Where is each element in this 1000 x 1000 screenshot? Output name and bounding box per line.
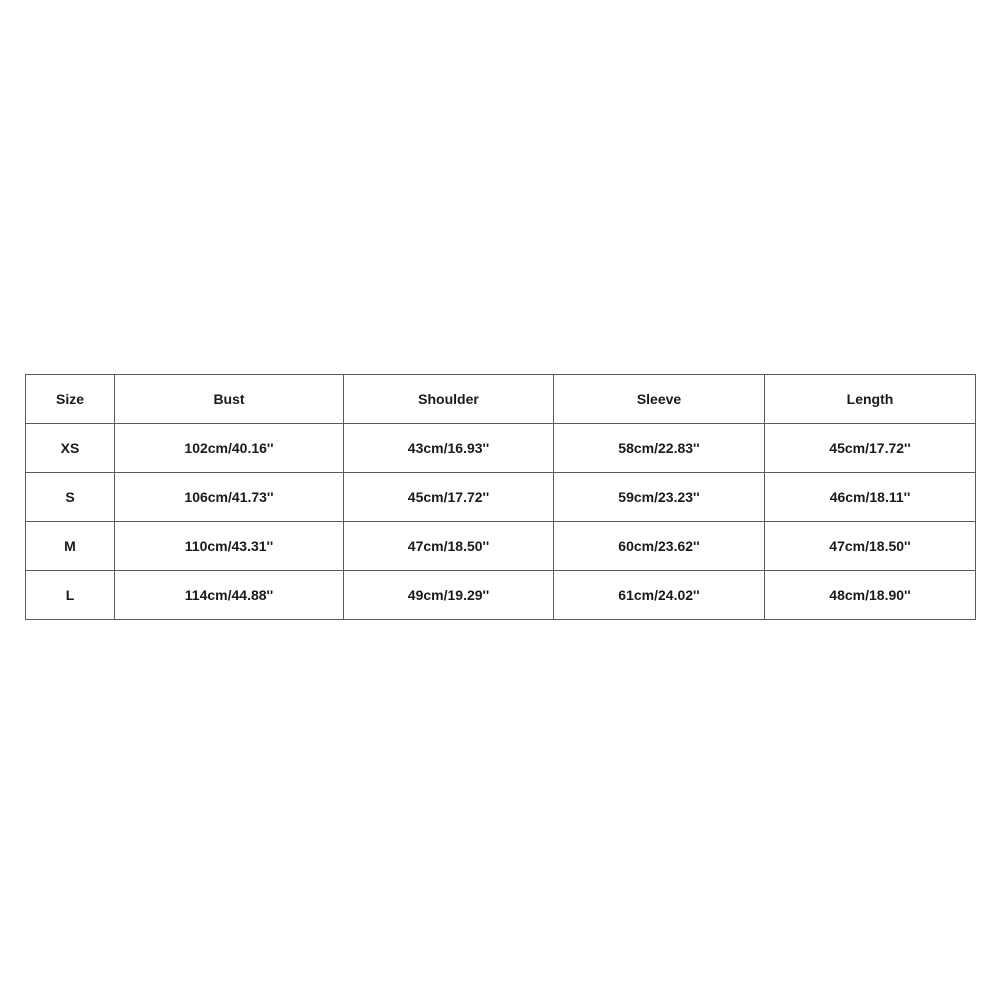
header-bust: Bust	[115, 375, 344, 424]
header-size: Size	[26, 375, 115, 424]
table-body	[26, 424, 976, 620]
header-length: Length	[765, 375, 976, 424]
cell-bust: 106cm/41.73''	[115, 473, 344, 522]
table-row	[26, 424, 976, 473]
cell-size: XS	[26, 424, 115, 473]
cell-shoulder: 43cm/16.93''	[344, 424, 554, 473]
size-chart-table	[25, 374, 976, 620]
cell-length: 48cm/18.90''	[765, 571, 976, 620]
cell-length: 45cm/17.72''	[765, 424, 976, 473]
cell-size: L	[26, 571, 115, 620]
table-header	[26, 375, 976, 424]
cell-sleeve: 61cm/24.02''	[554, 571, 765, 620]
cell-sleeve: 59cm/23.23''	[554, 473, 765, 522]
header-shoulder: Shoulder	[344, 375, 554, 424]
cell-shoulder: 47cm/18.50''	[344, 522, 554, 571]
cell-bust: 114cm/44.88''	[115, 571, 344, 620]
header-sleeve: Sleeve	[554, 375, 765, 424]
cell-sleeve: 58cm/22.83''	[554, 424, 765, 473]
cell-length: 47cm/18.50''	[765, 522, 976, 571]
header-row	[26, 375, 976, 424]
cell-bust: 110cm/43.31''	[115, 522, 344, 571]
cell-shoulder: 45cm/17.72''	[344, 473, 554, 522]
table-row	[26, 571, 976, 620]
table-row	[26, 473, 976, 522]
cell-size: S	[26, 473, 115, 522]
cell-shoulder: 49cm/19.29''	[344, 571, 554, 620]
cell-length: 46cm/18.11''	[765, 473, 976, 522]
cell-sleeve: 60cm/23.62''	[554, 522, 765, 571]
cell-size: M	[26, 522, 115, 571]
table-row	[26, 522, 976, 571]
cell-bust: 102cm/40.16''	[115, 424, 344, 473]
